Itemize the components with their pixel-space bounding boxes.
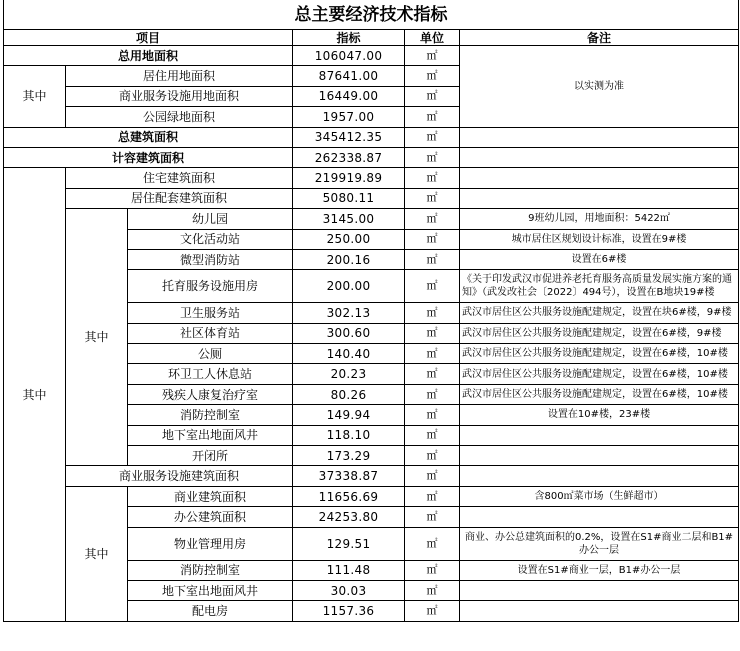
row-label-csub: 地下室出地面风井 — [128, 580, 293, 600]
row-unit: ㎡ — [405, 270, 460, 303]
row-unit: ㎡ — [405, 66, 460, 86]
row-note-sub: 武汉市居住区公共服务设施配建规定，设置在6#楼，9#楼 — [460, 323, 739, 343]
row-note-empty — [460, 466, 739, 486]
header-note: 备注 — [460, 30, 739, 46]
row-note-empty — [460, 188, 739, 208]
row-unit: ㎡ — [405, 229, 460, 249]
row-value-sub: 250.00 — [293, 229, 405, 249]
row-note-empty — [460, 147, 739, 167]
row-label-sub: 公厕 — [128, 344, 293, 364]
group-label-building: 其中 — [4, 168, 66, 621]
row-unit: ㎡ — [405, 527, 460, 560]
row-value-sub: 140.40 — [293, 344, 405, 364]
row-unit: ㎡ — [405, 168, 460, 188]
row-unit: ㎡ — [405, 107, 460, 127]
row-label-csub: 配电房 — [128, 601, 293, 621]
row-label-sub: 残疾人康复治疗室 — [128, 384, 293, 404]
row-label-total-building: 总建筑面积 — [4, 127, 293, 147]
row-label-residential-land: 居住用地面积 — [66, 66, 293, 86]
row-value-sub: 300.60 — [293, 323, 405, 343]
row-note-csub — [460, 507, 739, 527]
row-note-sub: 9班幼儿园，用地面积：5422㎡ — [460, 209, 739, 229]
row-note-csub: 含800㎡菜市场（生鲜超市） — [460, 486, 739, 506]
row-label-commercial-land: 商业服务设施用地面积 — [66, 86, 293, 106]
row-value-sub: 200.16 — [293, 249, 405, 269]
table-title: 总主要经济技术指标 — [4, 0, 739, 30]
row-note-sub: 设置在6#楼 — [460, 249, 739, 269]
row-note-sub: 设置在10#楼，23#楼 — [460, 405, 739, 425]
row-value-csub: 1157.36 — [293, 601, 405, 621]
row-value-commercial: 37338.87 — [293, 466, 405, 486]
row-note-land: 以实测为准 — [460, 46, 739, 128]
row-note-csub: 设置在S1#商业一层，B1#办公一层 — [460, 560, 739, 580]
group-label-support: 其中 — [66, 209, 128, 466]
row-value-sub: 302.13 — [293, 303, 405, 323]
group-label-commercial: 其中 — [66, 486, 128, 621]
row-label-total-land: 总用地面积 — [4, 46, 293, 66]
row-label-csub: 消防控制室 — [128, 560, 293, 580]
row-label-sub: 消防控制室 — [128, 405, 293, 425]
row-label-sub: 社区体育站 — [128, 323, 293, 343]
row-unit: ㎡ — [405, 560, 460, 580]
row-value-sub: 80.26 — [293, 384, 405, 404]
row-unit: ㎡ — [405, 486, 460, 506]
row-value-commercial-land: 16449.00 — [293, 86, 405, 106]
row-value-csub: 24253.80 — [293, 507, 405, 527]
row-unit: ㎡ — [405, 466, 460, 486]
row-value-sub: 20.23 — [293, 364, 405, 384]
header-unit: 单位 — [405, 30, 460, 46]
row-label-sub: 地下室出地面风井 — [128, 425, 293, 445]
row-unit: ㎡ — [405, 188, 460, 208]
row-value-support: 5080.11 — [293, 188, 405, 208]
row-note-csub: 商业、办公总建筑面积的0.2%，设置在S1#商业二层和B1#办公一层 — [460, 527, 739, 560]
row-unit: ㎡ — [405, 127, 460, 147]
row-note-csub — [460, 580, 739, 600]
row-unit: ㎡ — [405, 147, 460, 167]
row-unit: ㎡ — [405, 209, 460, 229]
row-value-csub: 30.03 — [293, 580, 405, 600]
row-note-sub: 城市居住区规划设计标准，设置在9#楼 — [460, 229, 739, 249]
row-unit: ㎡ — [405, 323, 460, 343]
row-unit: ㎡ — [405, 384, 460, 404]
row-unit: ㎡ — [405, 249, 460, 269]
row-value-housing: 219919.89 — [293, 168, 405, 188]
row-value-sub: 173.29 — [293, 446, 405, 466]
indicator-table — [3, 0, 739, 622]
row-unit: ㎡ — [405, 446, 460, 466]
row-value-sub: 3145.00 — [293, 209, 405, 229]
row-note-sub: 武汉市居住区公共服务设施配建规定，设置在6#楼，10#楼 — [460, 384, 739, 404]
row-note-sub — [460, 425, 739, 445]
row-label-housing: 住宅建筑面积 — [66, 168, 293, 188]
row-label-sub: 开闭所 — [128, 446, 293, 466]
group-label-land: 其中 — [4, 66, 66, 127]
row-unit: ㎡ — [405, 507, 460, 527]
row-unit: ㎡ — [405, 364, 460, 384]
row-value-sub: 149.94 — [293, 405, 405, 425]
row-unit: ㎡ — [405, 46, 460, 66]
row-note-empty — [460, 127, 739, 147]
row-label-sub: 微型消防站 — [128, 249, 293, 269]
row-note-sub: 《关于印发武汉市促进养老托育服务高质量发展实施方案的通知》（武发改社会〔2022〕494号），设置在B地块19#楼 — [460, 270, 739, 303]
row-label-sub: 卫生服务站 — [128, 303, 293, 323]
row-value-csub: 129.51 — [293, 527, 405, 560]
row-label-park-land: 公园绿地面积 — [66, 107, 293, 127]
row-label-sub: 幼儿园 — [128, 209, 293, 229]
row-value-csub: 11656.69 — [293, 486, 405, 506]
row-value-total-land: 106047.00 — [293, 46, 405, 66]
row-value-sub: 118.10 — [293, 425, 405, 445]
row-label-far-building: 计容建筑面积 — [4, 147, 293, 167]
row-unit: ㎡ — [405, 86, 460, 106]
row-value-csub: 111.48 — [293, 560, 405, 580]
row-value-far-building: 262338.87 — [293, 147, 405, 167]
row-value-park-land: 1957.00 — [293, 107, 405, 127]
row-note-sub: 武汉市居住区公共服务设施配建规定，设置在6#楼，10#楼 — [460, 344, 739, 364]
row-label-sub: 文化活动站 — [128, 229, 293, 249]
row-unit: ㎡ — [405, 405, 460, 425]
row-label-csub: 办公建筑面积 — [128, 507, 293, 527]
header-value: 指标 — [293, 30, 405, 46]
row-unit: ㎡ — [405, 303, 460, 323]
row-unit: ㎡ — [405, 580, 460, 600]
row-value-sub: 200.00 — [293, 270, 405, 303]
row-label-sub: 环卫工人休息站 — [128, 364, 293, 384]
row-unit: ㎡ — [405, 425, 460, 445]
row-value-total-building: 345412.35 — [293, 127, 405, 147]
row-note-sub: 武汉市居住区公共服务设施配建规定，设置在6#楼，10#楼 — [460, 364, 739, 384]
row-label-csub: 商业建筑面积 — [128, 486, 293, 506]
row-note-sub: 武汉市居住区公共服务设施配建规定，设置在块6#楼，9#楼 — [460, 303, 739, 323]
header-item: 项目 — [4, 30, 293, 46]
row-value-residential-land: 87641.00 — [293, 66, 405, 86]
row-note-empty — [460, 168, 739, 188]
row-unit: ㎡ — [405, 344, 460, 364]
row-label-csub: 物业管理用房 — [128, 527, 293, 560]
row-label-sub: 托育服务设施用房 — [128, 270, 293, 303]
row-label-commercial: 商业服务设施建筑面积 — [66, 466, 293, 486]
row-unit: ㎡ — [405, 601, 460, 621]
row-note-csub — [460, 601, 739, 621]
row-label-support: 居住配套建筑面积 — [66, 188, 293, 208]
row-note-sub — [460, 446, 739, 466]
